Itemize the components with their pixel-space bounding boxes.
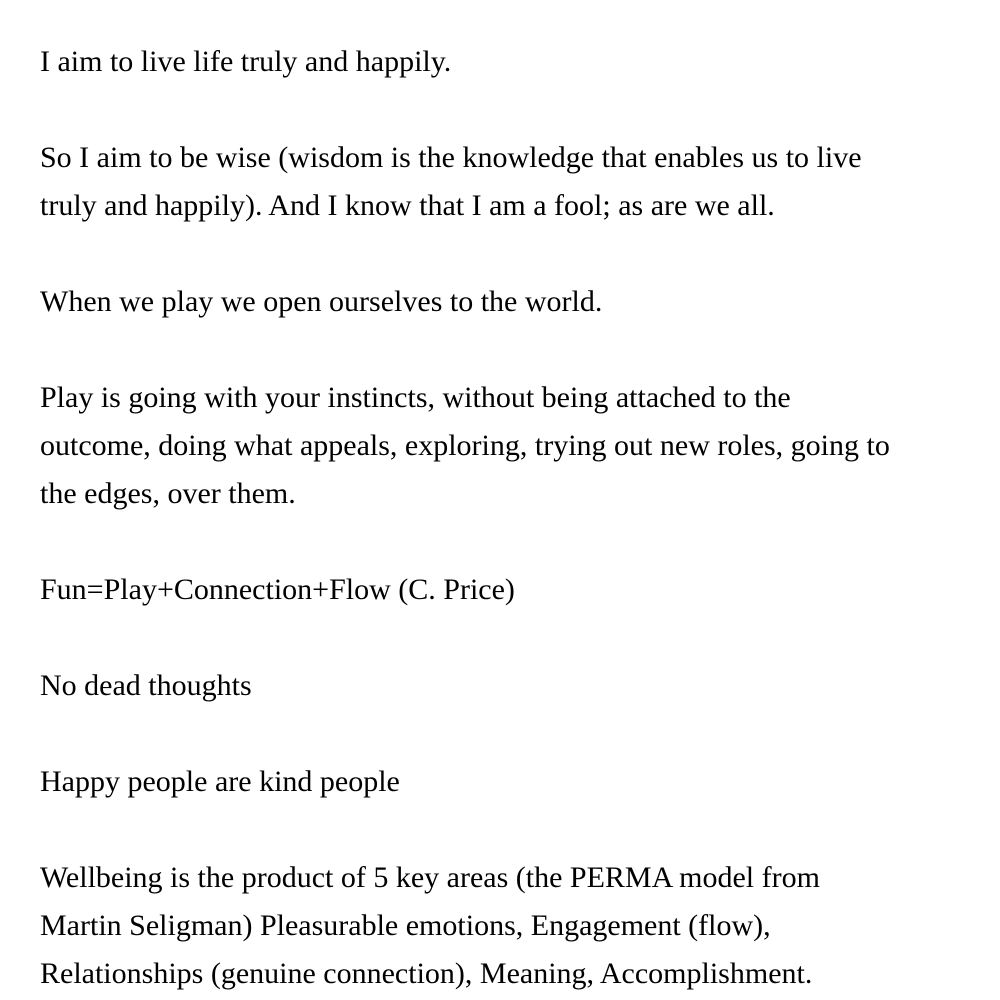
text-line: So I aim to be wise (wisdom is the knowledge that enables us to live <box>40 141 862 174</box>
paragraph-no-dead-thoughts <box>40 662 960 710</box>
paragraph-play-open <box>40 278 960 326</box>
text-line: Fun=Play+Connection+Flow (C. Price) <box>40 573 515 606</box>
paragraph-fun-formula <box>40 566 960 614</box>
text-line: outcome, doing what appeals, exploring, trying out new roles, going to <box>40 429 890 462</box>
paragraph-play-definition <box>40 374 960 518</box>
text-line: truly and happily). And I know that I am a fool; as are we all. <box>40 189 775 222</box>
paragraph-happy-people <box>40 758 960 806</box>
text-line: No dead thoughts <box>40 669 252 702</box>
text-line: the edges, over them. <box>40 477 296 510</box>
text-line: I aim to live life truly and happily. <box>40 45 452 78</box>
text-line: When we play we open ourselves to the world. <box>40 285 603 318</box>
paragraph-wisdom <box>40 134 960 230</box>
paragraph-wellbeing <box>40 854 960 998</box>
text-line: Play is going with your instincts, without being attached to the <box>40 381 791 414</box>
text-line: Relationships (genuine connection), Meaning, Accomplishment. <box>40 957 813 990</box>
paragraph-aim <box>40 38 960 86</box>
text-line: Happy people are kind people <box>40 765 400 798</box>
text-line: Martin Seligman) Pleasurable emotions, Engagement (flow), <box>40 909 771 942</box>
text-line: Wellbeing is the product of 5 key areas (the PERMA model from <box>40 861 820 894</box>
